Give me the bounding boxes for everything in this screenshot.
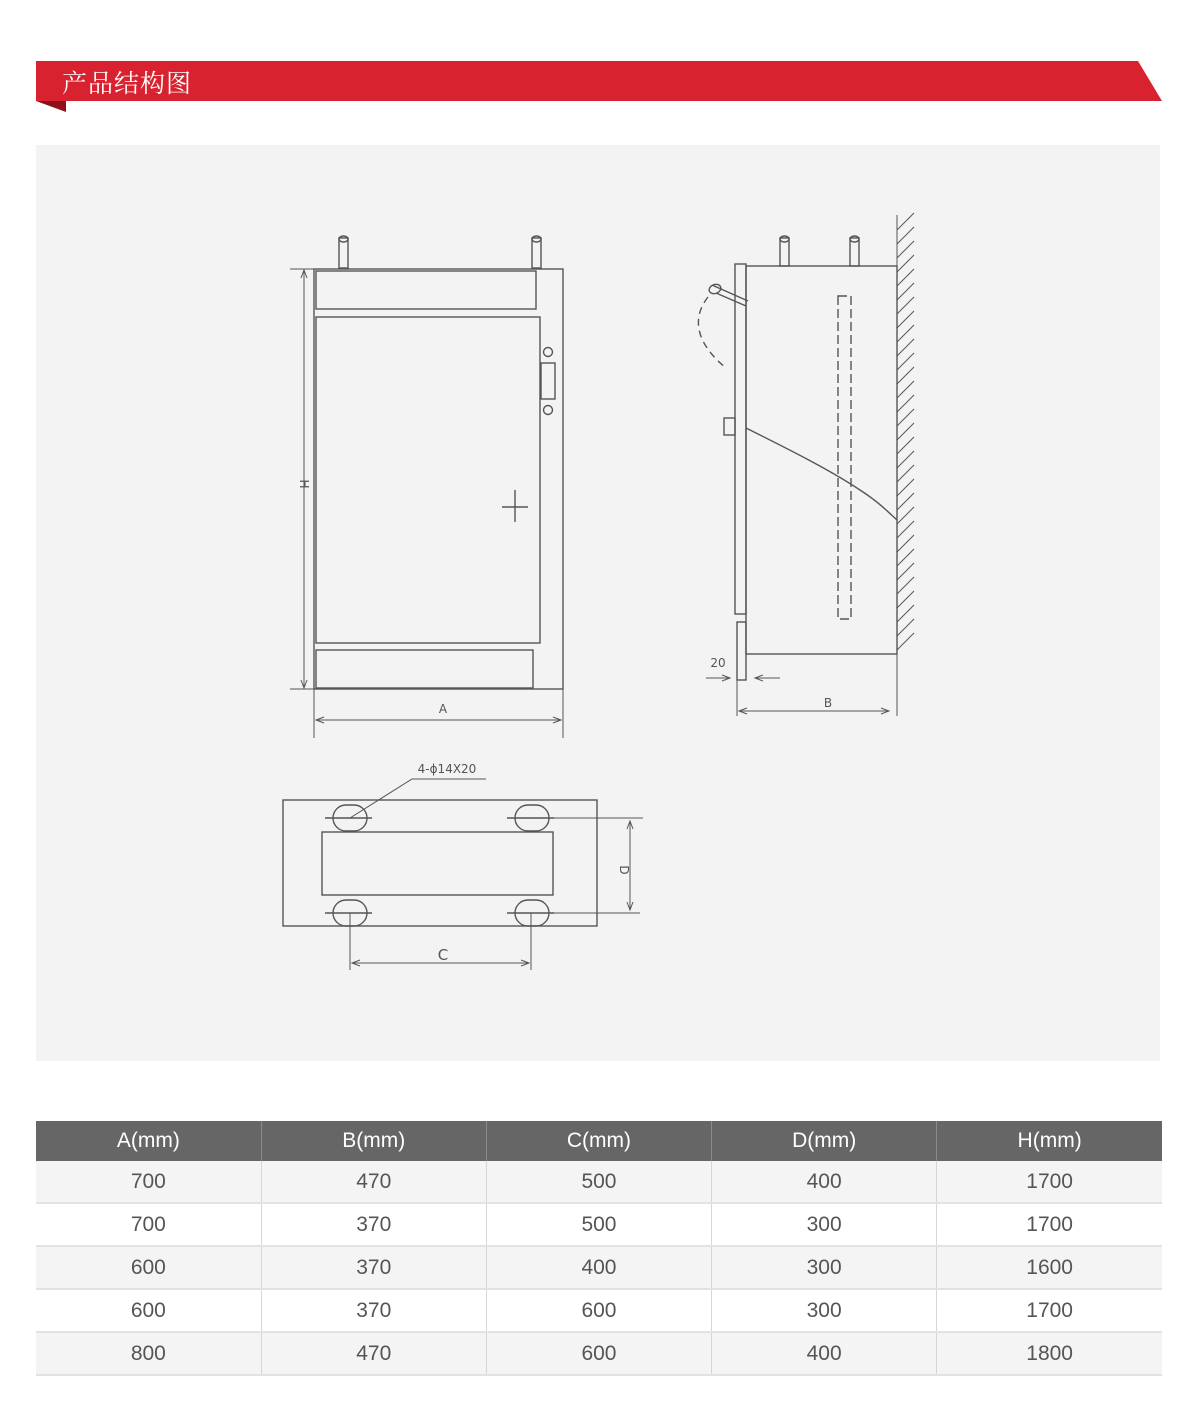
cable-line — [746, 428, 897, 520]
table-cell: 700 — [36, 1203, 261, 1246]
cabinet-side — [746, 266, 897, 654]
table-cell: 600 — [36, 1289, 261, 1332]
column-header: C(mm) — [486, 1121, 711, 1161]
table-row — [36, 1203, 1162, 1246]
lifting-bolt — [532, 236, 541, 268]
table-row — [36, 1289, 1162, 1332]
table-cell: 470 — [261, 1332, 486, 1375]
cabinet-door — [316, 317, 540, 643]
front-view — [290, 236, 563, 738]
cabinet-outline — [314, 269, 563, 689]
table-cell: 500 — [486, 1203, 711, 1246]
column-header: H(mm) — [937, 1121, 1162, 1161]
base-outline — [283, 800, 597, 926]
door-lock — [541, 363, 555, 399]
side-door — [735, 264, 746, 614]
table-cell: 370 — [261, 1246, 486, 1289]
table-row — [36, 1246, 1162, 1289]
door-latch — [724, 418, 735, 435]
height-label: H — [297, 479, 311, 489]
table-cell: 1600 — [937, 1246, 1162, 1289]
hole-note: 4-ϕ14X20 — [417, 762, 477, 776]
mounting-hole — [325, 900, 372, 926]
top-panel — [316, 271, 536, 309]
table-cell: 600 — [486, 1332, 711, 1375]
depth-label: B — [823, 696, 833, 710]
column-header: A(mm) — [36, 1121, 261, 1161]
table-cell: 400 — [712, 1161, 937, 1203]
hole-leader — [350, 779, 486, 818]
table-cell: 800 — [36, 1332, 261, 1375]
hinge-circle — [544, 348, 553, 357]
base-width-label: C — [437, 946, 449, 964]
dimension-table — [36, 1121, 1162, 1376]
wall-hatch — [897, 213, 914, 650]
side-base — [737, 622, 746, 680]
drawing-canvas — [36, 145, 1160, 1061]
table-cell: 470 — [261, 1161, 486, 1203]
table-header-row — [36, 1121, 1162, 1161]
table-cell: 400 — [486, 1246, 711, 1289]
hinge-circle — [544, 406, 553, 415]
width-label: A — [438, 702, 448, 716]
mounting-plate — [838, 296, 851, 619]
table-cell: 600 — [36, 1246, 261, 1289]
depth-dimension — [737, 654, 897, 716]
table-cell: 370 — [261, 1203, 486, 1246]
table-cell: 1700 — [937, 1203, 1162, 1246]
table-cell: 600 — [486, 1289, 711, 1332]
table-cell: 1800 — [937, 1332, 1162, 1375]
lifting-bolt — [780, 236, 789, 266]
table-cell: 400 — [712, 1332, 937, 1375]
table-cell: 500 — [486, 1161, 711, 1203]
lifting-bolt — [850, 236, 859, 266]
lifting-bolt — [339, 236, 348, 268]
section-title: 产品结构图 — [62, 69, 193, 98]
table-cell: 300 — [712, 1203, 937, 1246]
table-cell: 1700 — [937, 1161, 1162, 1203]
structure-drawing — [36, 145, 1160, 1061]
table-row — [36, 1332, 1162, 1375]
mounting-hole — [507, 805, 554, 831]
table-cell: 370 — [261, 1289, 486, 1332]
table-cell: 300 — [712, 1289, 937, 1332]
column-header: D(mm) — [712, 1121, 937, 1161]
table-cell: 300 — [712, 1246, 937, 1289]
section-header — [0, 0, 1200, 130]
gap-label: 20 — [710, 656, 726, 670]
side-view — [698, 213, 914, 716]
column-header: B(mm) — [261, 1121, 486, 1161]
table-cell: 700 — [36, 1161, 261, 1203]
base-opening — [322, 832, 553, 895]
base-view — [283, 762, 643, 970]
base-depth-label: D — [617, 865, 631, 875]
door-handle — [698, 283, 748, 368]
table-row — [36, 1161, 1162, 1203]
table-cell: 1700 — [937, 1289, 1162, 1332]
bottom-panel — [316, 650, 533, 688]
